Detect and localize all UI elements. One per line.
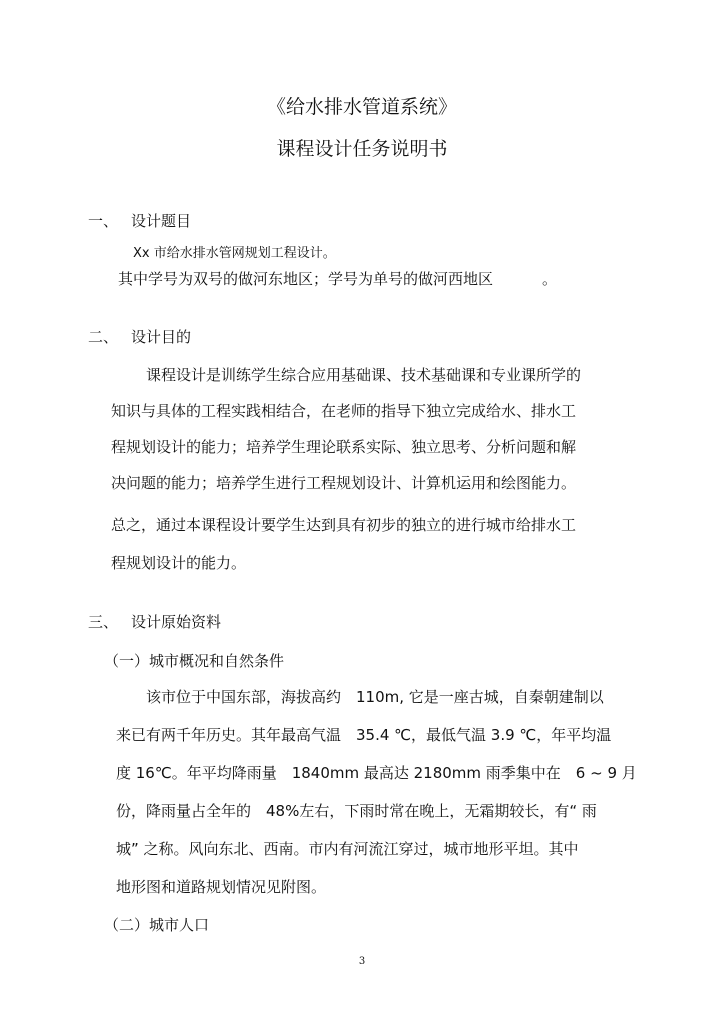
section3-sub1-line: 来已有两千年历史。其年最高气温 35.4 ℃，最低气温 3.9 ℃，年平均温: [116, 726, 612, 744]
section3-sub1-line: 城” 之称。风向东北、西南。市内有河流江穿过，城市地形平坦。其中: [116, 840, 579, 858]
document-title-line1: 《给水排水管道系统》: [266, 96, 457, 118]
page-number: 3: [358, 956, 366, 967]
section1-line2-end: 。: [542, 270, 558, 288]
section1-line2: 其中学号为双号的做河东地区；学号为单号的做河西地区: [118, 270, 494, 288]
document-title-line2: 课程设计任务说明书: [276, 138, 448, 160]
section1-heading: 设计题目: [131, 212, 192, 230]
section1-number: 一、: [88, 212, 119, 230]
section2-paragraph-line: 总之，通过本课程设计要学生达到具有初步的独立的进行城市给排水工: [111, 516, 577, 534]
section3-sub2-heading: （二）城市人口: [104, 916, 210, 934]
section3-sub1-line: 份，降雨量占全年的 48%左右，下雨时常在晚上，无霜期较长，有“ 雨: [116, 802, 597, 820]
section2-paragraph-line: 知识与具体的工程实践相结合，在老师的指导下独立完成给水、排水工: [111, 402, 577, 420]
section3-sub1-line: 该市位于中国东部，海拔高约 110m, 它是一座古城，自秦朝建制以: [146, 688, 604, 706]
section3-sub1-line: 度 16℃。年平均降雨量 1840mm 最高达 2180mm 雨季集中在 6 ~ 9 月: [116, 764, 637, 782]
section2-number: 二、: [88, 328, 119, 346]
section3-number: 三、: [88, 613, 119, 631]
section1-line1: Xx 市给水排水管网规划工程设计。: [133, 246, 336, 261]
section2-paragraph-line: 程规划设计的能力。: [111, 554, 247, 572]
section2-paragraph-line: 课程设计是训练学生综合应用基础课、技术基础课和专业课所学的: [146, 366, 582, 384]
section3-sub1-heading: （一）城市概况和自然条件: [104, 652, 285, 670]
section3-sub1-line: 地形图和道路规划情况见附图。: [116, 878, 327, 896]
section2-paragraph-line: 决问题的能力；培养学生进行工程规划设计、计算机运用和绘图能力。: [111, 474, 577, 492]
section3-heading: 设计原始资料: [131, 613, 222, 631]
section2-heading: 设计目的: [131, 328, 192, 346]
section2-paragraph-line: 程规划设计的能力；培养学生理论联系实际、独立思考、分析问题和解: [111, 438, 577, 456]
